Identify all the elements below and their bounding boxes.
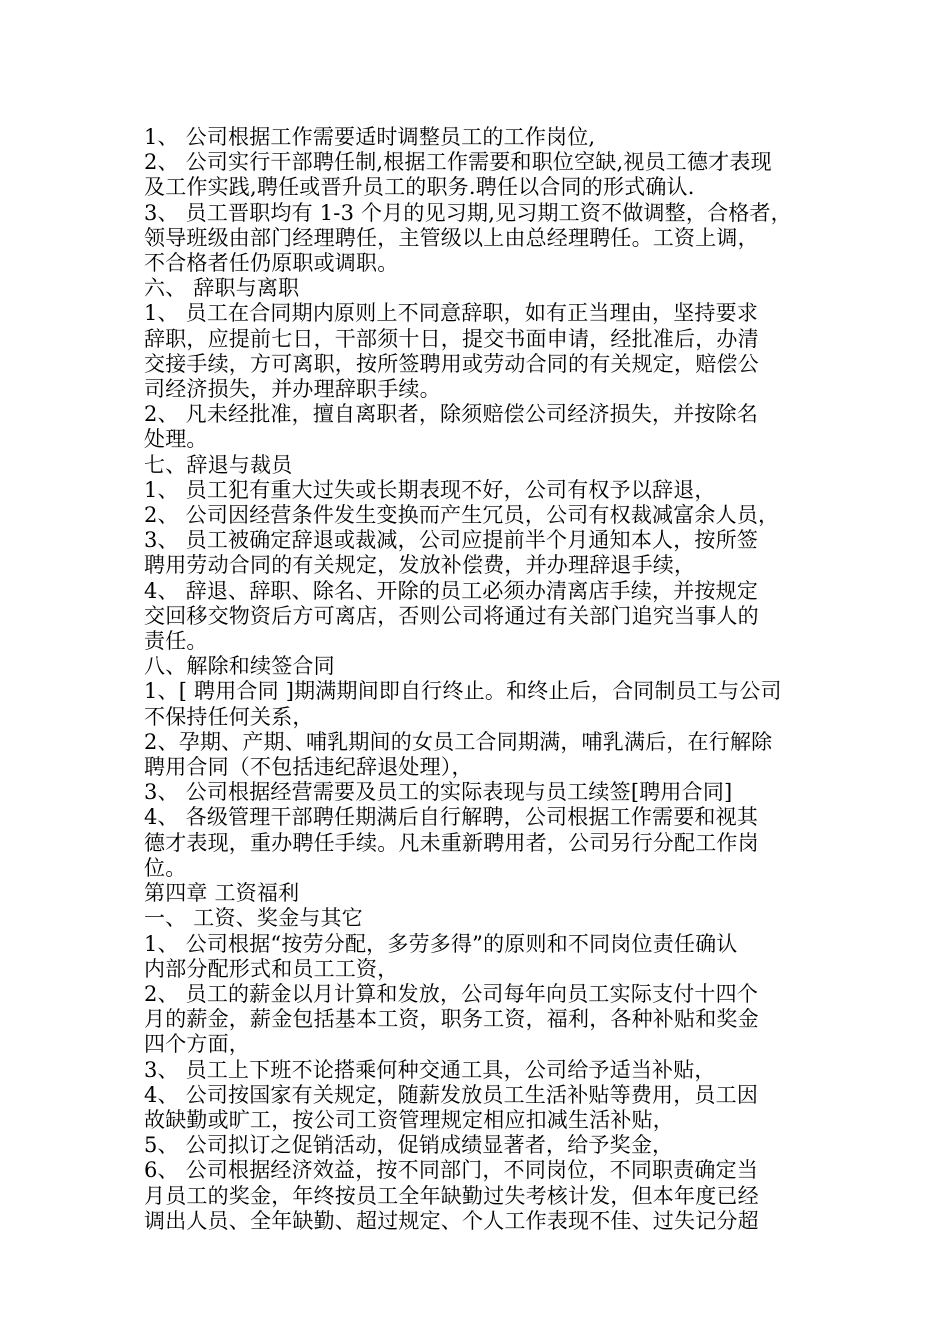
text-line: 1、 员工在合同期内原则上不同意辞职，如有正当理由，坚持要求: [144, 301, 759, 326]
text-line: 司经济损失，并办理辞职手续。: [144, 377, 441, 402]
text-line: 七、辞退与裁员: [144, 452, 293, 477]
text-line: 3、 员工被确定辞退或裁减，公司应提前半个月通知本人，按所签: [144, 528, 759, 553]
text-line: 责任。: [144, 629, 208, 654]
text-line: 第四章 工资福利: [144, 881, 300, 906]
text-line: 及工作实践,聘任或晋升员工的职务.聘任以合同的形式确认.: [144, 175, 695, 200]
text-line: 内部分配形式和员工工资，: [144, 956, 399, 981]
text-line: 1、 公司根据工作需要适时调整员工的工作岗位,: [144, 125, 596, 149]
text-line: 聘用劳动合同的有关规定，发放补偿费，并办理辞退手续，: [144, 553, 696, 578]
text-line: 处理。: [144, 427, 208, 452]
text-line: 故缺勤或旷工，按公司工资管理规定相应扣减生活补贴，: [144, 1107, 674, 1132]
text-line: 1、 员工犯有重大过失或长期表现不好，公司有权予以辞退，: [144, 477, 716, 502]
text-line: 2、 公司因经营条件发生变换而产生冗员，公司有权裁减富余人员，: [144, 503, 780, 528]
text-line: 不保持任何关系，: [144, 704, 314, 729]
text-line: 1、[ 聘用合同 ]期满期间即自行终止。和终止后，合同制员工与公司: [144, 679, 782, 704]
text-line: 5、 公司拟订之促销活动，促销成绩显著者，给予奖金，: [144, 1133, 674, 1158]
text-line: 辞职，应提前七日，干部须十日，提交书面申请，经批准后，办清: [144, 326, 759, 351]
text-line: 4、 辞退、辞职、除名、开除的员工必须办清离店手续，并按规定: [144, 578, 759, 603]
text-line: 2、 公司实行干部聘任制,根据工作需要和职位空缺,视员工德才表现: [144, 150, 772, 175]
text-line: 1、 公司根据“按劳分配，多劳多得”的原则和不同岗位责任确认: [144, 931, 738, 956]
text-line: 月的薪金，薪金包括基本工资，职务工资，福利，各种补贴和奖金: [144, 1007, 759, 1032]
text-line: 领导班级由部门经理聘任，主管级以上由总经理聘任。工资上调，: [144, 225, 759, 250]
text-line: 6、 公司根据经济效益，按不同部门，不同岗位，不同职责确定当: [144, 1158, 759, 1183]
text-line: 月员工的奖金，年终按员工全年缺勤过失考核计发，但本年度已经: [144, 1183, 759, 1208]
text-line: 一、 工资、奖金与其它: [144, 906, 363, 931]
text-line: 4、 公司按国家有关规定，随薪发放员工生活补贴等费用，员工因: [144, 1082, 759, 1107]
text-line: 四个方面，: [144, 1032, 250, 1057]
text-line: 六、 辞职与离职: [144, 276, 300, 301]
text-line: 聘用合同（不包括违纪辞退处理），: [144, 755, 473, 780]
text-line: 八、解除和续签合同: [144, 654, 335, 679]
text-line: 交接手续，方可离职，按所签聘用或劳动合同的有关规定，赔偿公: [144, 351, 759, 376]
text-line: 不合格者任仍原职或调职。: [144, 251, 399, 276]
text-line: 位。: [144, 855, 187, 880]
text-line: 4、 各级管理干部聘任期满后自行解聘，公司根据工作需要和视其: [144, 805, 759, 830]
text-line: 3、 员工晋职均有 1-3 个月的见习期,见习期工资不做调整，合格者，: [144, 200, 792, 225]
text-line: 德才表现，重办聘任手续。凡未重新聘用者，公司另行分配工作岗: [144, 830, 759, 855]
text-line: 交回移交物资后方可离店，否则公司将通过有关部门追究当事人的: [144, 603, 759, 628]
text-line: 2、孕期、产期、哺乳期间的女员工合同期满，哺乳满后，在行解除: [144, 729, 773, 754]
document-body: [144, 125, 810, 1234]
text-line: 调出人员、全年缺勤、超过规定、个人工作表现不佳、过失记分超: [144, 1208, 759, 1233]
text-line: 2、 凡未经批准，擅自离职者，除须赔偿公司经济损失，并按除名: [144, 402, 759, 427]
text-line: 3、 员工上下班不论搭乘何种交通工具，公司给予适当补贴，: [144, 1057, 716, 1082]
text-line: 3、 公司根据经营需要及员工的实际表现与员工续签[聘用合同]: [144, 780, 733, 805]
text-line: 2、 员工的薪金以月计算和发放，公司每年向员工实际支付十四个: [144, 981, 759, 1006]
